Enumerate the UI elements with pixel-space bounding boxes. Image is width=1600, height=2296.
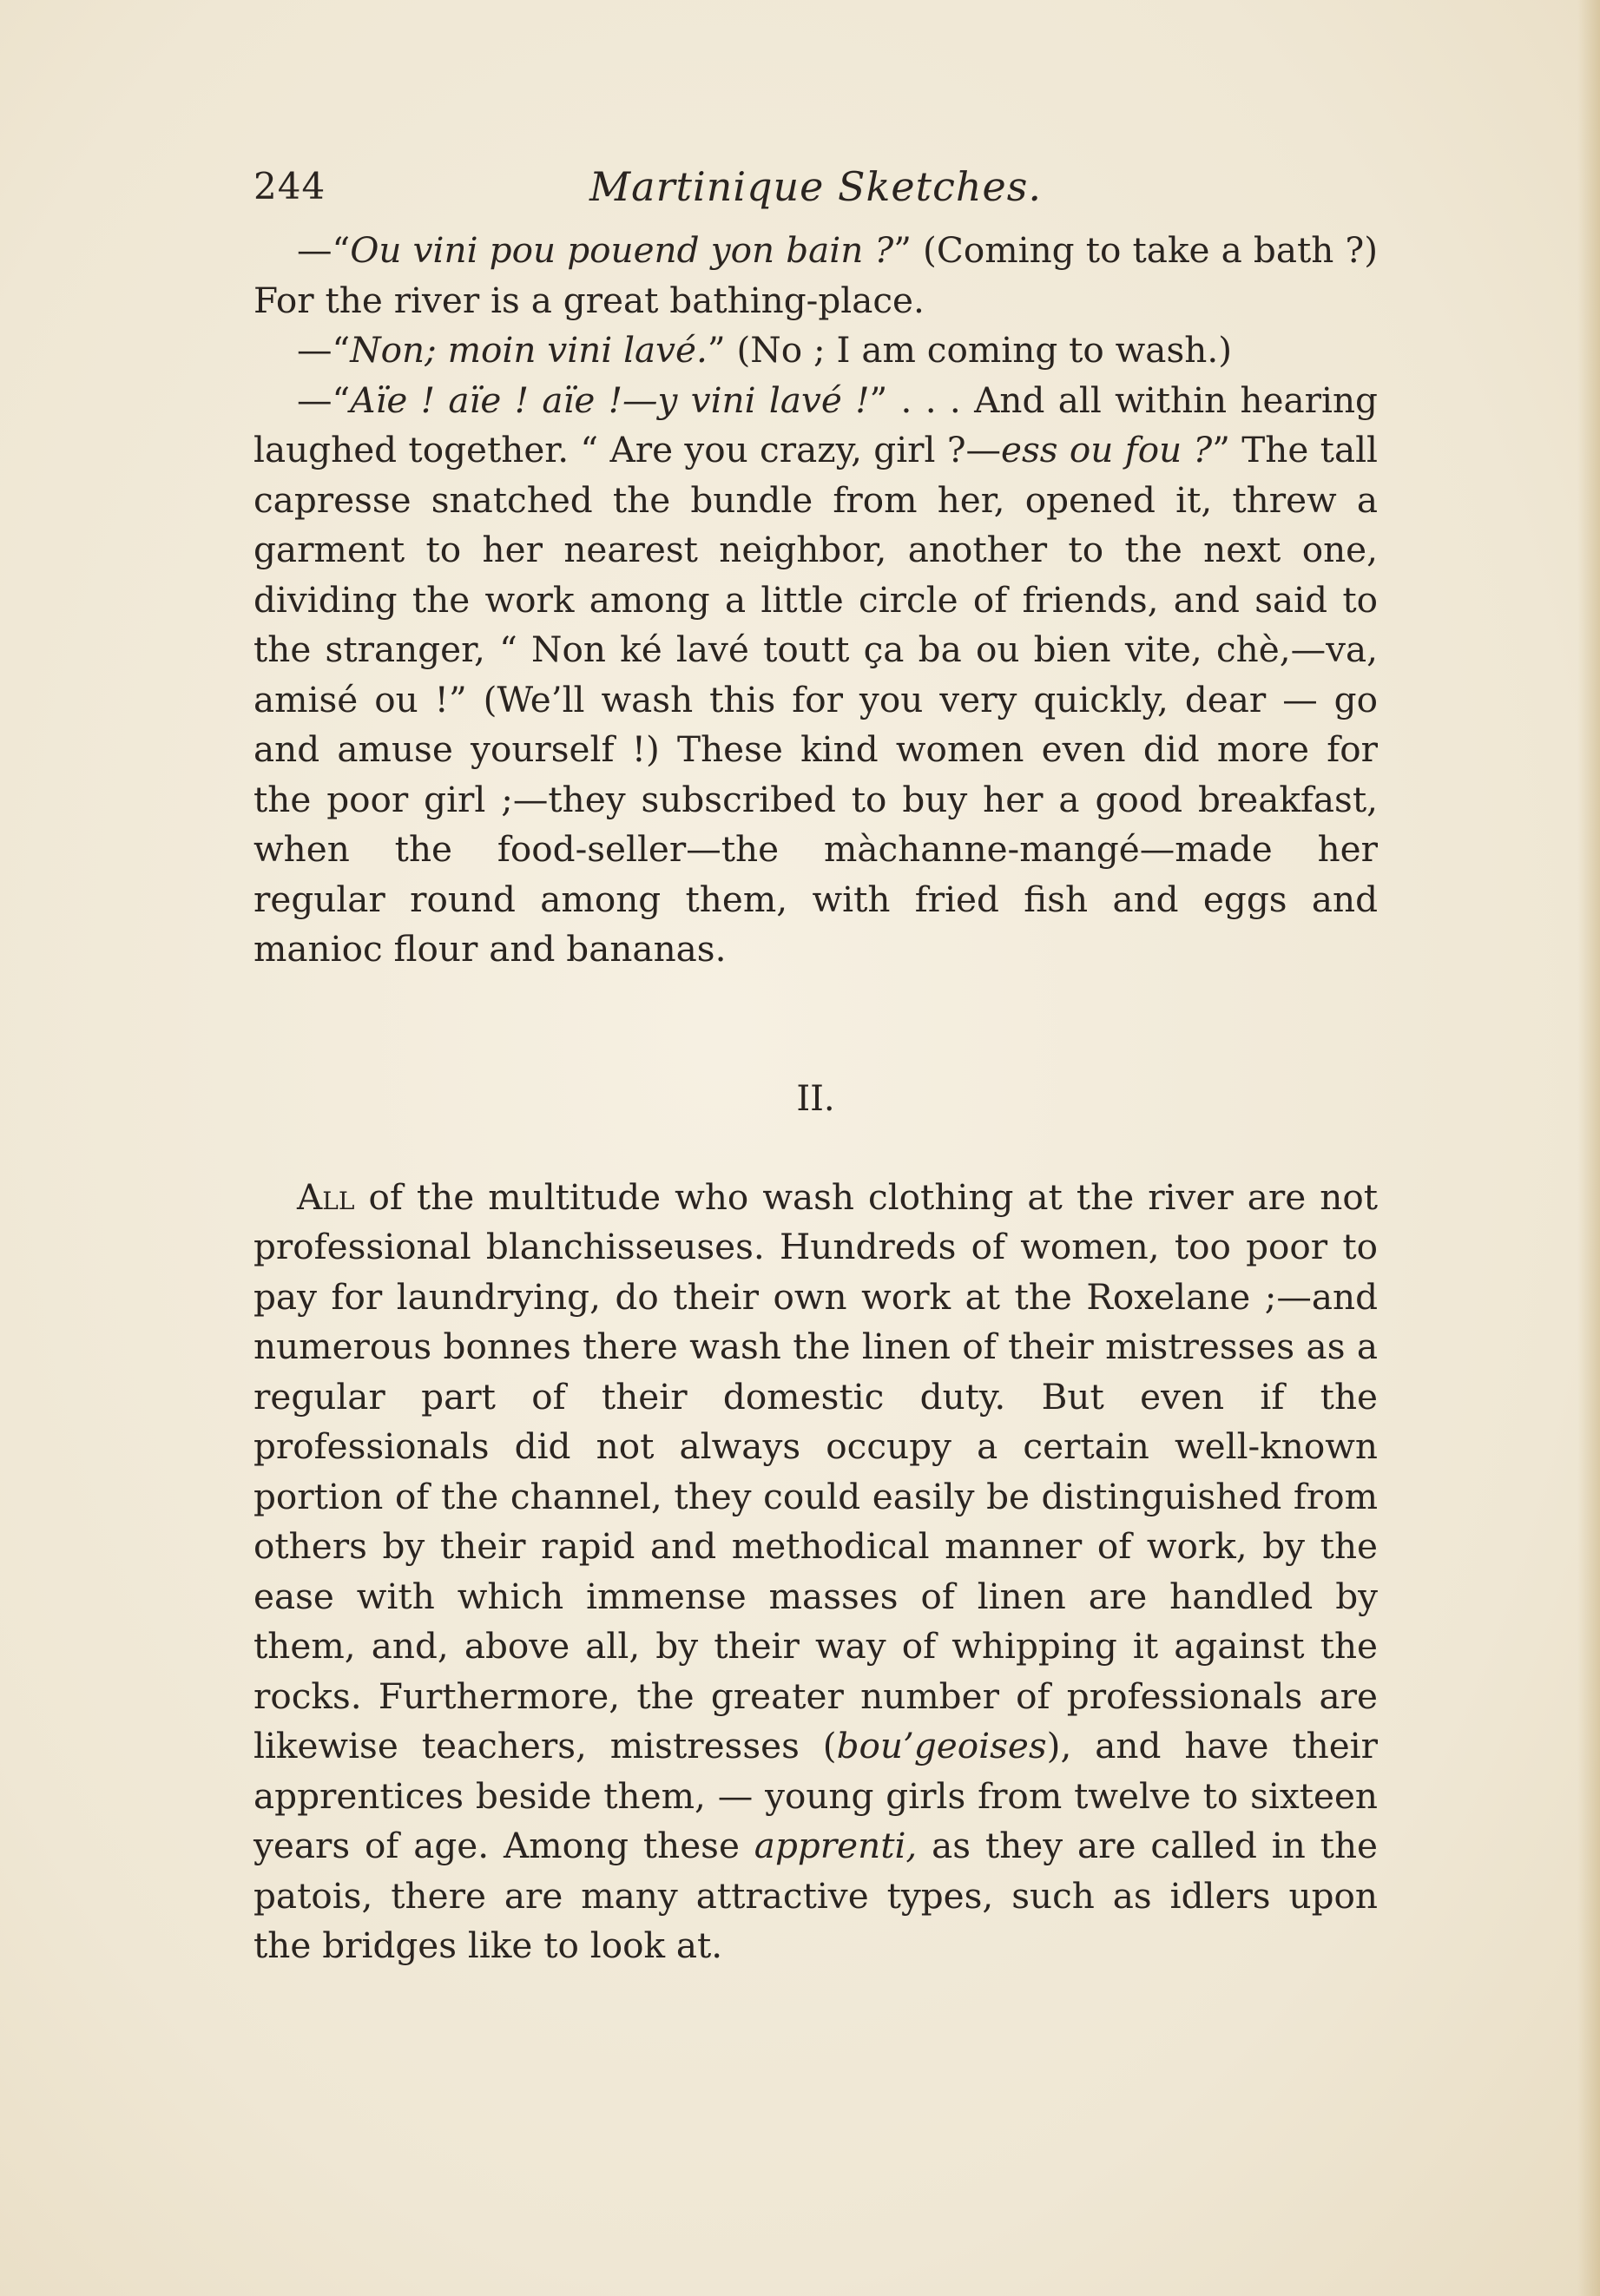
paragraph-text: (No ; I am coming to wash.) (725, 329, 1232, 371)
running-title: Martinique Sketches. (589, 163, 1042, 210)
creole-quote: Aïe ! aïe ! aïe !—y vini lavé ! (350, 378, 870, 421)
paragraph-text: ” . . . And all within hearing laughed together. “ Are you crazy, girl ?— (253, 378, 1378, 470)
creole-quote: Ou vini pou pouend yon bain ? (350, 229, 894, 271)
italic-term: apprenti, (754, 1825, 918, 1866)
lead-small-caps: All (297, 1175, 355, 1218)
creole-quote: ess ou fou ? (1001, 429, 1213, 470)
creole-quote: Non; moin vini lavé. (350, 329, 708, 371)
page-number: 244 (253, 165, 326, 207)
paragraph-text: ), and have their apprentices beside them, — young girls from twelve to sixteen years of age. Among these (253, 1725, 1378, 1866)
paragraph-dialogue-2 (253, 326, 1378, 376)
italic-term: bou’geoises (836, 1725, 1047, 1766)
paragraph-section-2 (253, 1173, 1378, 1971)
paragraph-text: ” The tall capresse snatched the bundle from her, opened it, threw a garment to her nearest neighbor, another to the next one, dividing the work among a little circle of friends, and said to the stranger, “ Non ké lavé toutt ça ba ou bien vite, chè,—va, amisé ou !” (We’ll wash this for you very quickly, dear — go and amuse yourself !) These kind women even did more for the poor girl ;—they subscribed to buy her a good breakfast, when the food-seller—the màchanne-mangé—made her regular round among them, with fried fish and eggs and manioc flour and bananas. (253, 429, 1379, 970)
close-quote: ” (893, 229, 912, 271)
paragraph-text: of the multitude who wash clothing at the river are not professional blanchisseuses. Hundreds of women, too poor to pay for laundrying, do their own work at the Roxelane ;—and numerous bonnes there wash the linen of their mistresses as a regular part of their domestic duty. But even if the professionals did not always occupy a certain well-known portion of the channel, they could easily be distinguished from others by their rapid and methodical manner of work, by the ease with which immense masses of linen are handled by them, and, above all, by their way of whipping it against the rocks. Furthermore, the greater number of professionals are likewise teachers, mistresses ( (253, 1175, 1378, 1766)
paragraph-text: as they are called in the patois, there are many attractive types, such as idlers upon the bridges like to look at. (253, 1825, 1379, 1966)
section-number: II. (796, 1078, 835, 1119)
running-head (253, 148, 1378, 226)
dash-quote: —“ (297, 378, 351, 421)
close-quote: ” (707, 329, 726, 371)
paragraph-dialogue-1 (253, 226, 1378, 326)
dash-quote: —“ (297, 329, 351, 371)
page-edge-shadow (1577, 0, 1600, 2296)
paragraph-dialogue-3 (253, 376, 1378, 975)
text-block (253, 148, 1378, 1971)
dash-quote: —“ (297, 229, 351, 271)
paragraph-text: (Coming to take a bath ?) For the river is a great bathing-place. (253, 229, 1378, 321)
